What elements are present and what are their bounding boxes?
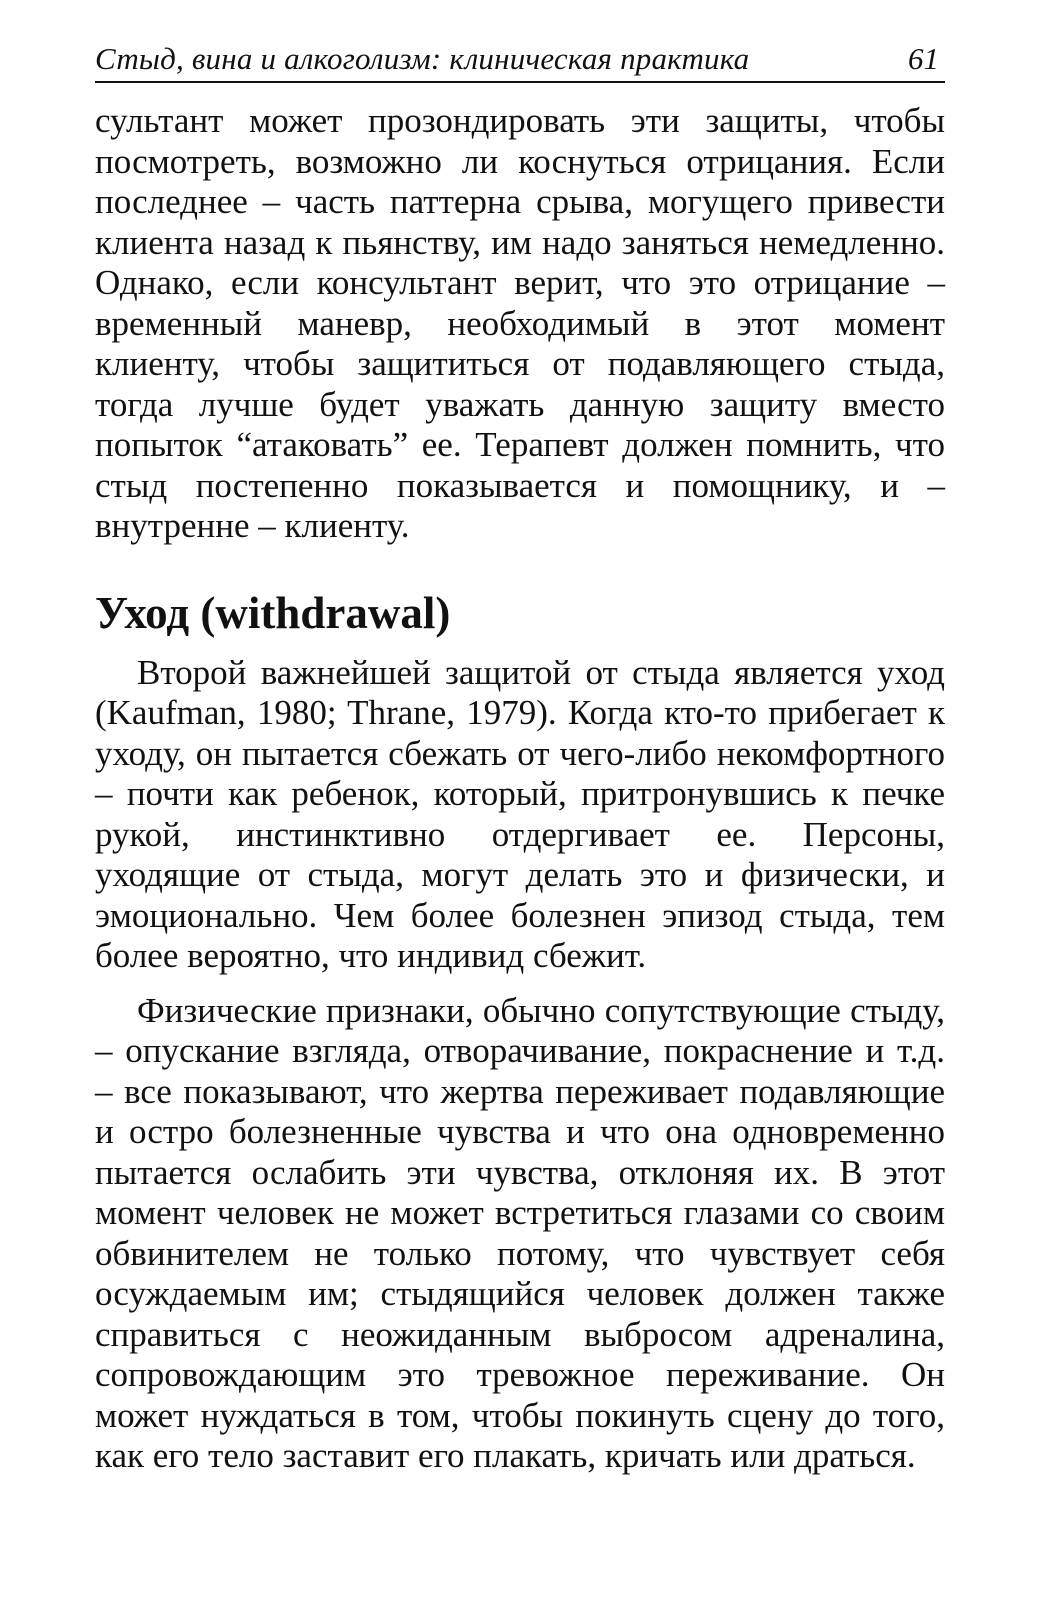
running-header <box>95 40 945 83</box>
running-title: Стыд, вина и алкоголизм: клиническая практика <box>95 41 750 76</box>
book-page <box>95 40 945 1477</box>
page-number: 61 <box>908 41 939 76</box>
section-heading: Уход (withdrawal) <box>95 587 451 638</box>
body-paragraph-1: сультант может прозондировать эти защиты, чтобы посмотреть, возможно ли коснуться отрицания. Если последнее – часть паттерна срыва, могущего привести клиента назад к пьянству, им надо заняться немедленно. Однако, если консультант верит, что это отрицание – временный маневр, необходимый в этот момент клиенту, чтобы защититься от подавляющего стыда, тогда лучше будет уважать данную защиту вместо попыток “атаковать” ее. Терапевт должен помнить, что стыд постепенно показывается и помощнику, и – внутренне – клиенту. <box>95 101 945 545</box>
body-paragraph-2: Второй важнейшей защитой от стыда является уход (Kaufman, 1980; Thrane, 1979). Когда кто-то прибегает к уходу, он пытается сбежать от чего-либо некомфортного – почти как ребенок, который, притронувшись к печке рукой, инстинктивно отдергивает ее. Персоны, уходящие от стыда, могут делать это и физически, и эмоционально. Чем более болезнен эпизод стыда, тем более вероятно, что индивид сбежит. <box>95 652 945 975</box>
body-paragraph-3: Физические признаки, обычно сопутствующие стыду, – опускание взгляда, отворачивание, покраснение и т.д. – все показывают, что жертва переживает подавляющие и остро болезненные чувства и что она одновременно пытается ослабить эти чувства, отклоняя их. В этот момент человек не может встретиться глазами со своим обвинителем не только потому, что чувствует себя осуждаемым им; стыдящийся человек должен также справиться с неожиданным выбросом адреналина, сопровождающим это тревожное переживание. Он может нуждаться в том, чтобы покинуть сцену до того, как его тело заставит его плакать, кричать или драться. <box>95 990 945 1475</box>
